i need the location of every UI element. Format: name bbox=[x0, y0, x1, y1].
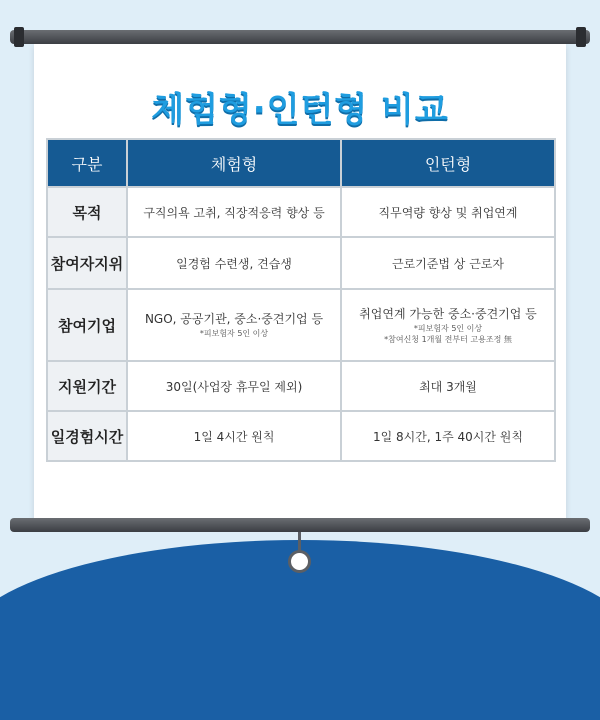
roller-cap-right bbox=[576, 27, 586, 47]
table-row bbox=[47, 187, 555, 237]
cell-experience: 구직의욕 고취, 직장적응력 향상 등 bbox=[127, 187, 341, 237]
comparison-table bbox=[46, 138, 556, 462]
header-category: 구분 bbox=[47, 139, 127, 187]
table-row bbox=[47, 237, 555, 289]
cell-experience: 1일 4시간 원칙 bbox=[127, 411, 341, 461]
cell-note: *피보험자 5인 이상 bbox=[413, 324, 483, 334]
table-header-row bbox=[47, 139, 555, 187]
pull-cord bbox=[298, 532, 301, 552]
header-intern: 인턴형 bbox=[341, 139, 555, 187]
table-row bbox=[47, 289, 555, 361]
header-experience: 체험형 bbox=[127, 139, 341, 187]
cell-main-text: NGO, 공공기관, 중소·중견기업 등 bbox=[144, 312, 324, 327]
row-label: 지원기간 bbox=[47, 361, 127, 411]
cell-intern: 근로기준법 상 근로자 bbox=[341, 237, 555, 289]
row-label: 참여기업 bbox=[47, 289, 127, 361]
roller-cap-left bbox=[14, 27, 24, 47]
cell-intern: 1일 8시간, 1주 40시간 원칙 bbox=[341, 411, 555, 461]
cell-experience bbox=[127, 289, 341, 361]
screen-top-roller bbox=[10, 30, 590, 44]
pull-ring-icon bbox=[288, 550, 311, 573]
cell-experience: 일경험 수련생, 견습생 bbox=[127, 237, 341, 289]
screen-bottom-roller bbox=[10, 518, 590, 532]
cell-intern bbox=[341, 289, 555, 361]
row-label: 목적 bbox=[47, 187, 127, 237]
row-label: 일경험시간 bbox=[47, 411, 127, 461]
cell-intern: 직무역량 향상 및 취업연계 bbox=[341, 187, 555, 237]
page-title: 체험형·인턴형 비교 bbox=[151, 90, 449, 130]
row-label: 참여자지위 bbox=[47, 237, 127, 289]
cell-experience: 30일(사업장 휴무일 제외) bbox=[127, 361, 341, 411]
cell-note: *피보험자 5인 이상 bbox=[199, 329, 269, 339]
table-row bbox=[47, 411, 555, 461]
cell-intern: 최대 3개월 bbox=[341, 361, 555, 411]
table-row bbox=[47, 361, 555, 411]
cell-note: *참여신청 1개월 전부터 고용조정 無 bbox=[384, 334, 512, 344]
cell-main-text: 취업연계 가능한 중소·중견기업 등 bbox=[359, 307, 537, 322]
